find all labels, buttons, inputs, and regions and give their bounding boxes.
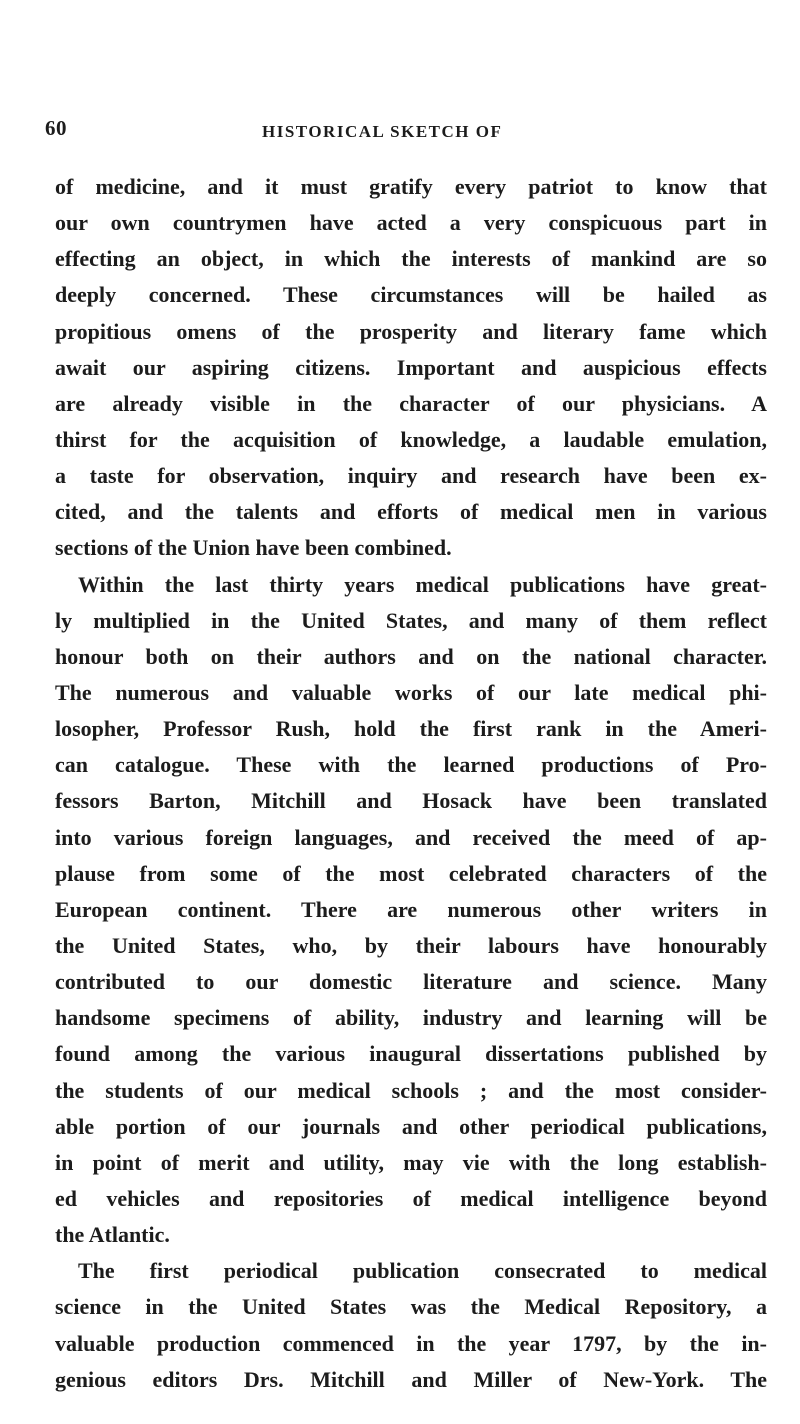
- text-line: found among the various inaugural dissertations published by: [55, 1041, 767, 1067]
- text-line: await our aspiring citizens. Important and auspicious effects: [55, 354, 767, 380]
- text-line: valuable production commenced in the year 1797, by the in-: [55, 1330, 767, 1356]
- text-line: The first periodical publication consecrated to medical: [78, 1258, 767, 1284]
- text-line: cited, and the talents and efforts of medical men in various: [55, 499, 767, 525]
- text-line: in point of merit and utility, may vie with the long establish-: [55, 1149, 767, 1175]
- text-line: European continent. There are numerous other writers in: [55, 896, 767, 922]
- text-line: the United States, who, by their labours have honourably: [55, 932, 767, 958]
- text-line: deeply concerned. These circumstances will be hailed as: [55, 282, 767, 308]
- running-head: HISTORICAL SKETCH OF: [262, 122, 503, 141]
- text-line: of medicine, and it must gratify every patriot to know that: [55, 174, 767, 199]
- text-line: the students of our medical schools ; and the most consider-: [55, 1077, 767, 1103]
- text-line: losopher, Professor Rush, hold the first rank in the Ameri-: [55, 716, 767, 742]
- text-line: sections of the Union have been combined.: [55, 535, 452, 561]
- page-number: 60: [45, 116, 67, 140]
- text-line: can catalogue. These with the learned productions of Pro-: [55, 752, 767, 778]
- text-line: handsome specimens of ability, industry and learning will be: [55, 1005, 767, 1031]
- text-line: are already visible in the character of our physicians. A: [55, 390, 767, 416]
- text-line: into various foreign languages, and received the meed of ap-: [55, 824, 767, 850]
- text-line: genious editors Drs. Mitchill and Miller of New-York. The: [55, 1366, 767, 1392]
- text-line: our own countrymen have acted a very conspicuous part in: [55, 210, 767, 236]
- text-line: able portion of our journals and other periodical publications,: [55, 1113, 767, 1139]
- text-line: propitious omens of the prosperity and literary fame which: [55, 318, 767, 344]
- text-line: The numerous and valuable works of our late medical phi-: [55, 679, 767, 705]
- text-line: Within the last thirty years medical publications have great-: [78, 571, 767, 597]
- text-line: ly multiplied in the United States, and many of them reflect: [55, 607, 767, 633]
- text-line: fessors Barton, Mitchill and Hosack have been translated: [55, 788, 767, 814]
- text-line: a taste for observation, inquiry and research have been ex-: [55, 463, 767, 489]
- text-line: honour both on their authors and on the national character.: [55, 643, 767, 669]
- text-line: ed vehicles and repositories of medical intelligence beyond: [55, 1185, 767, 1211]
- text-line: the Atlantic.: [55, 1222, 170, 1248]
- body-text: [55, 169, 767, 1398]
- text-line: contributed to our domestic literature and science. Many: [55, 969, 767, 995]
- text-line: thirst for the acquisition of knowledge, a laudable emulation,: [55, 426, 767, 452]
- text-line: plause from some of the most celebrated characters of the: [55, 860, 767, 886]
- text-line: science in the United States was the Medical Repository, a: [55, 1294, 767, 1320]
- text-line: effecting an object, in which the interests of mankind are so: [55, 246, 767, 272]
